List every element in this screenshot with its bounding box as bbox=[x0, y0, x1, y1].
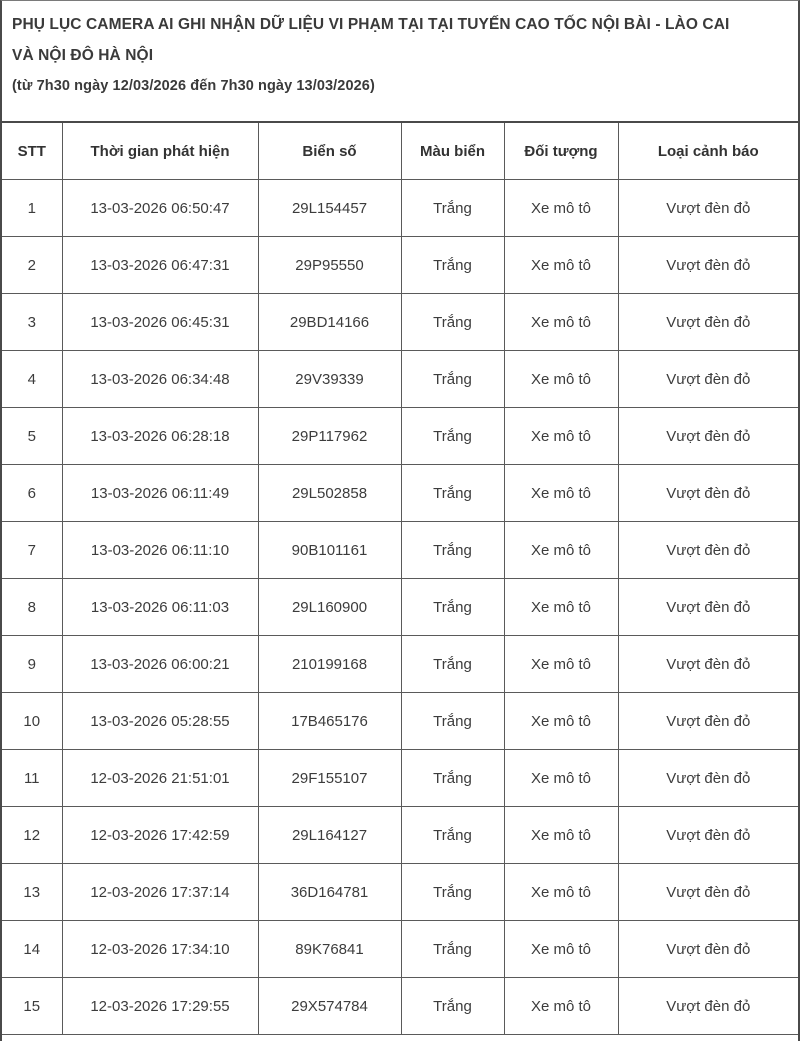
cell-vehicle-type: Xe mô tô bbox=[504, 180, 618, 237]
cell-stt: 15 bbox=[2, 978, 62, 1035]
column-header-vehicle-type: Đối tượng bbox=[504, 123, 618, 180]
cell-detection-time: 13-03-2026 06:11:10 bbox=[62, 522, 258, 579]
table-row bbox=[2, 522, 798, 579]
cell-vehicle-type: Xe mô tô bbox=[504, 579, 618, 636]
cell-detection-time: 13-03-2026 06:28:18 bbox=[62, 408, 258, 465]
column-header-warning-type: Loại cảnh báo bbox=[618, 123, 798, 180]
cell-vehicle-type: Xe mô tô bbox=[504, 408, 618, 465]
cell-plate-number: 210199168 bbox=[258, 636, 401, 693]
cell-plate-number: 29F155107 bbox=[258, 750, 401, 807]
cell-detection-time: 12-03-2026 17:34:10 bbox=[62, 921, 258, 978]
cell-vehicle-type: Xe mô tô bbox=[504, 807, 618, 864]
cell-stt: 10 bbox=[2, 693, 62, 750]
cell-detection-time: 13-03-2026 06:47:31 bbox=[62, 237, 258, 294]
cell-plate-color: Trắng bbox=[401, 237, 504, 294]
cell-warning-type: Vượt đèn đỏ bbox=[618, 579, 798, 636]
cell-stt: 2 bbox=[2, 237, 62, 294]
document-title-line-1: PHỤ LỤC CAMERA AI GHI NHẬN DỮ LIỆU VI PHẠM TẠI TẠI TUYẾN CAO TỐC NỘI BÀI - LÀO CAI bbox=[12, 16, 730, 33]
cell-vehicle-type: Xe mô tô bbox=[504, 636, 618, 693]
table-row bbox=[2, 750, 798, 807]
cell-plate-number: 36D164781 bbox=[258, 864, 401, 921]
cell-warning-type: Vượt đèn đỏ bbox=[618, 978, 798, 1035]
cell-plate-color: Trắng bbox=[401, 864, 504, 921]
cell-warning-type: Vượt đèn đỏ bbox=[618, 180, 798, 237]
column-header-plate-number: Biển số bbox=[258, 123, 401, 180]
cell-plate-color: Trắng bbox=[401, 522, 504, 579]
column-header-stt: STT bbox=[2, 123, 62, 180]
cell-vehicle-type: Xe mô tô bbox=[504, 921, 618, 978]
table-row bbox=[2, 693, 798, 750]
cell-warning-type: Vượt đèn đỏ bbox=[618, 465, 798, 522]
cell-detection-time: 13-03-2026 06:00:21 bbox=[62, 636, 258, 693]
table-row bbox=[2, 180, 798, 237]
cell-vehicle-type: Xe mô tô bbox=[504, 294, 618, 351]
table-row bbox=[2, 294, 798, 351]
cell-warning-type: Vượt đèn đỏ bbox=[618, 807, 798, 864]
document-period: (từ 7h30 ngày 12/03/2026 đến 7h30 ngày 13/03/2026) bbox=[12, 78, 375, 94]
cell-vehicle-type: Xe mô tô bbox=[504, 351, 618, 408]
cell-plate-number: 29P117962 bbox=[258, 408, 401, 465]
cell-stt: 14 bbox=[2, 921, 62, 978]
cell-stt: 3 bbox=[2, 294, 62, 351]
cell-plate-color: Trắng bbox=[401, 921, 504, 978]
cell-plate-color: Trắng bbox=[401, 807, 504, 864]
cell-vehicle-type: Xe mô tô bbox=[504, 237, 618, 294]
cell-plate-color: Trắng bbox=[401, 978, 504, 1035]
cell-warning-type: Vượt đèn đỏ bbox=[618, 351, 798, 408]
table-body bbox=[2, 180, 798, 1035]
table-row bbox=[2, 237, 798, 294]
cell-vehicle-type: Xe mô tô bbox=[504, 522, 618, 579]
cell-detection-time: 13-03-2026 05:28:55 bbox=[62, 693, 258, 750]
cell-plate-number: 29L154457 bbox=[258, 180, 401, 237]
cell-plate-color: Trắng bbox=[401, 636, 504, 693]
violations-table bbox=[2, 123, 798, 1035]
cell-plate-color: Trắng bbox=[401, 465, 504, 522]
cell-stt: 13 bbox=[2, 864, 62, 921]
cell-warning-type: Vượt đèn đỏ bbox=[618, 864, 798, 921]
cell-stt: 7 bbox=[2, 522, 62, 579]
cell-warning-type: Vượt đèn đỏ bbox=[618, 294, 798, 351]
cell-detection-time: 13-03-2026 06:34:48 bbox=[62, 351, 258, 408]
cell-stt: 11 bbox=[2, 750, 62, 807]
cell-detection-time: 13-03-2026 06:50:47 bbox=[62, 180, 258, 237]
cell-plate-color: Trắng bbox=[401, 750, 504, 807]
cell-warning-type: Vượt đèn đỏ bbox=[618, 750, 798, 807]
cell-vehicle-type: Xe mô tô bbox=[504, 978, 618, 1035]
cell-stt: 9 bbox=[2, 636, 62, 693]
cell-stt: 12 bbox=[2, 807, 62, 864]
cell-plate-color: Trắng bbox=[401, 579, 504, 636]
column-header-detection-time: Thời gian phát hiện bbox=[62, 123, 258, 180]
cell-stt: 6 bbox=[2, 465, 62, 522]
cell-detection-time: 13-03-2026 06:11:03 bbox=[62, 579, 258, 636]
cell-warning-type: Vượt đèn đỏ bbox=[618, 693, 798, 750]
cell-plate-number: 29X574784 bbox=[258, 978, 401, 1035]
cell-plate-number: 29BD14166 bbox=[258, 294, 401, 351]
cell-warning-type: Vượt đèn đỏ bbox=[618, 408, 798, 465]
table-row bbox=[2, 864, 798, 921]
cell-warning-type: Vượt đèn đỏ bbox=[618, 636, 798, 693]
cell-plate-number: 89K76841 bbox=[258, 921, 401, 978]
cell-stt: 5 bbox=[2, 408, 62, 465]
table-row bbox=[2, 978, 798, 1035]
cell-detection-time: 12-03-2026 17:37:14 bbox=[62, 864, 258, 921]
cell-plate-number: 90B101161 bbox=[258, 522, 401, 579]
cell-warning-type: Vượt đèn đỏ bbox=[618, 522, 798, 579]
cell-detection-time: 13-03-2026 06:11:49 bbox=[62, 465, 258, 522]
table-row bbox=[2, 351, 798, 408]
cell-detection-time: 12-03-2026 21:51:01 bbox=[62, 750, 258, 807]
cell-vehicle-type: Xe mô tô bbox=[504, 864, 618, 921]
document-title-line-2: VÀ NỘI ĐÔ HÀ NỘI bbox=[12, 47, 154, 64]
cell-plate-color: Trắng bbox=[401, 693, 504, 750]
cell-stt: 1 bbox=[2, 180, 62, 237]
cell-plate-number: 29L164127 bbox=[258, 807, 401, 864]
cell-vehicle-type: Xe mô tô bbox=[504, 465, 618, 522]
cell-plate-number: 29L160900 bbox=[258, 579, 401, 636]
cell-stt: 8 bbox=[2, 579, 62, 636]
cell-detection-time: 12-03-2026 17:42:59 bbox=[62, 807, 258, 864]
cell-plate-number: 29L502858 bbox=[258, 465, 401, 522]
cell-detection-time: 13-03-2026 06:45:31 bbox=[62, 294, 258, 351]
cell-vehicle-type: Xe mô tô bbox=[504, 750, 618, 807]
cell-plate-number: 17B465176 bbox=[258, 693, 401, 750]
cell-plate-number: 29V39339 bbox=[258, 351, 401, 408]
table-row bbox=[2, 579, 798, 636]
cell-plate-color: Trắng bbox=[401, 351, 504, 408]
table-row bbox=[2, 408, 798, 465]
table-row bbox=[2, 636, 798, 693]
cell-plate-color: Trắng bbox=[401, 180, 504, 237]
cell-stt: 4 bbox=[2, 351, 62, 408]
table-row bbox=[2, 921, 798, 978]
document-header bbox=[2, 1, 798, 123]
cell-warning-type: Vượt đèn đỏ bbox=[618, 237, 798, 294]
column-header-plate-color: Màu biển bbox=[401, 123, 504, 180]
cell-vehicle-type: Xe mô tô bbox=[504, 693, 618, 750]
table-header-row bbox=[2, 123, 798, 180]
table-row bbox=[2, 807, 798, 864]
cell-plate-color: Trắng bbox=[401, 294, 504, 351]
cell-detection-time: 12-03-2026 17:29:55 bbox=[62, 978, 258, 1035]
cell-plate-color: Trắng bbox=[401, 408, 504, 465]
table-row bbox=[2, 465, 798, 522]
cell-plate-number: 29P95550 bbox=[258, 237, 401, 294]
cell-warning-type: Vượt đèn đỏ bbox=[618, 921, 798, 978]
